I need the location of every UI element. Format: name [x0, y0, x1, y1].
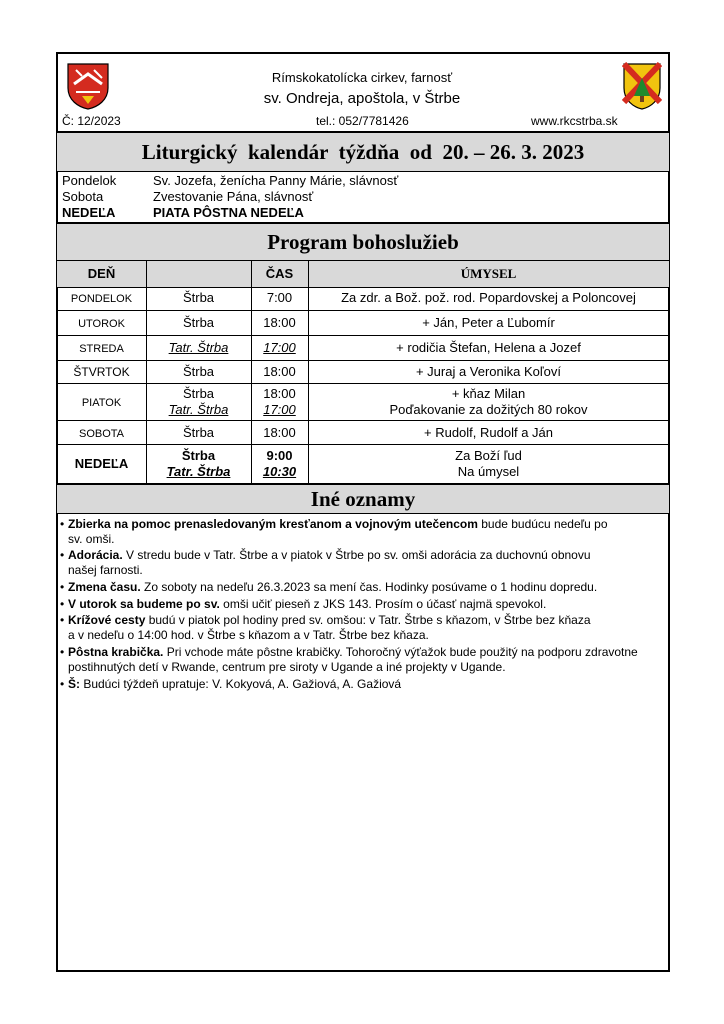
- table-row-day: SOBOTA: [78, 428, 125, 440]
- feast-day: NEDEĽA: [62, 205, 116, 220]
- table-row-time: 10:30: [262, 464, 297, 479]
- phone: tel.: 052/7781426: [316, 114, 409, 128]
- column-header-time: ČAS: [265, 266, 294, 281]
- parish-name-line2: sv. Ondreja, apoštola, v Štrbe: [263, 90, 461, 107]
- table-row-day: UTOROK: [78, 318, 125, 330]
- table-row-place: Tatr. Štrba: [166, 464, 231, 479]
- announcements-title: Iné oznamy: [57, 485, 669, 513]
- feast-name: Zvestovanie Pána, slávnosť: [153, 189, 314, 204]
- website-link[interactable]: www.rkcstrba.sk: [531, 114, 618, 128]
- program-title: Program bohoslužieb: [57, 224, 669, 260]
- feast-day: Sobota: [62, 189, 104, 204]
- table-row-time: 7:00: [266, 290, 293, 305]
- table-row-time: 17:00: [263, 402, 296, 417]
- announcement-item: • V utorok sa budeme po sv. omši učiť pieseň z JKS 143. Prosím o účasť najmä spevokol.: [60, 597, 547, 611]
- table-row-place: Štrba: [181, 448, 216, 463]
- table-row-intent: + Rudolf, Rudolf a Ján: [424, 425, 553, 440]
- bullet-icon: •: [60, 677, 65, 691]
- table-row-time: 9:00: [266, 448, 293, 463]
- table-row-place: Štrba: [182, 315, 215, 330]
- column-header-day: DEŇ: [87, 266, 116, 281]
- table-row-place: Tatr. Štrba: [168, 402, 229, 417]
- table-row-place: Štrba: [182, 290, 215, 305]
- table-row-time: 18:00: [263, 364, 296, 379]
- table-row-intent: + Juraj a Veronika Koľoví: [415, 364, 562, 379]
- feast-name: Sv. Jozefa, ženícha Panny Márie, slávnosť: [153, 173, 399, 188]
- table-row-day: PIATOK: [81, 397, 122, 409]
- parish-coat-of-arms-right: [622, 62, 662, 110]
- announcement-item: • Adorácia. V stredu bude v Tatr. Štrbe a v piatok v Štrbe po sv. omši adorácia za duchovnú obnovu našej farnosti.: [60, 548, 591, 577]
- table-row-time: 18:00: [263, 386, 296, 401]
- table-row-intent: Za zdr. a Bož. pož. rod. Popardovskej a Poloncovej: [341, 290, 636, 305]
- announcement-item: • Pôstna krabička. Pri vchode máte pôstne krabičky. Tohoročný výťažok bude použitý na podporu zdravotne postihnutých detí v Rwande, centrum pre siroty v Ugande a iné projekty v Ugande.: [60, 645, 638, 674]
- table-row-day: PONDELOK: [70, 293, 133, 305]
- bullet-icon: •: [60, 517, 65, 531]
- table-row-time: 18:00: [263, 425, 296, 440]
- issue-number: Č: 12/2023: [62, 114, 121, 128]
- table-row-place: Štrba: [182, 386, 215, 401]
- calendar-title: Liturgický kalendár týždňa od 20. – 26. 3. 2023: [57, 133, 669, 171]
- table-row-place: Tatr. Štrba: [168, 340, 229, 355]
- table-row-place: Štrba: [182, 425, 215, 440]
- parish-name-line1: Rímskokatolícka cirkev, farnosť: [271, 70, 453, 85]
- table-row-time: 18:00: [263, 315, 296, 330]
- table-row-day: ŠTVRTOK: [73, 365, 130, 379]
- table-row-intent: Na úmysel: [457, 464, 520, 479]
- announcement-item: • Š: Budúci týždeň upratuje: V. Kokyová, A. Gažiová, A. Gažiová: [60, 677, 402, 691]
- announcement-item: • Krížové cesty budú v piatok pol hodiny pred sv. omšou: v Tatr. Štrbe s kňazom, v Štrbe bez kňaza a v nedeľu o 14:00 hod. v Štrbe s kňazom a v Tatr. Štrbe bez kňaza.: [60, 613, 591, 642]
- table-row-intent: Za Boží ľud: [455, 448, 522, 463]
- bullet-icon: •: [60, 613, 65, 627]
- announcement-item: • Zmena času. Zo soboty na nedeľu 26.3.2023 sa mení čas. Hodinky posúvame o 1 hodinu dopredu.: [60, 580, 598, 594]
- table-row-day: STREDA: [79, 343, 124, 355]
- bullet-icon: •: [60, 580, 65, 594]
- table-row-day: NEDEĽA: [74, 456, 129, 471]
- column-header-intent: ÚMYSEL: [460, 266, 517, 281]
- table-row-place: Štrba: [182, 364, 215, 379]
- bullet-icon: •: [60, 597, 65, 611]
- feast-day: Pondelok: [62, 173, 117, 188]
- bullet-icon: •: [60, 645, 65, 659]
- table-row-intent: + Ján, Peter a Ľubomír: [422, 315, 555, 330]
- bullet-icon: •: [60, 548, 65, 562]
- table-row-intent: Poďakovanie za dožitých 80 rokov: [389, 402, 588, 417]
- table-row-time: 17:00: [263, 340, 296, 355]
- feast-name: PIATA PÔSTNA NEDEĽA: [153, 205, 304, 220]
- table-row-intent: + kňaz Milan: [451, 386, 526, 401]
- parish-coat-of-arms-left: [66, 62, 110, 110]
- announcement-item: • Zbierka na pomoc prenasledovaným kresťanom a vojnovým utečencom bude budúcu nedeľu po sv. omši.: [60, 517, 608, 546]
- table-row-intent: + rodičia Štefan, Helena a Jozef: [396, 340, 581, 355]
